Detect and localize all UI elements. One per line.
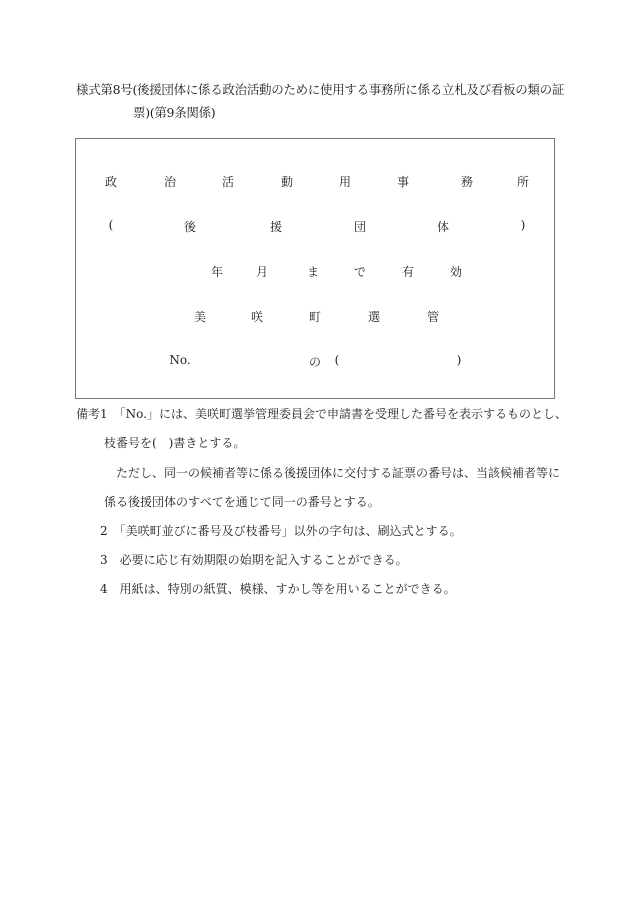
sign-frame (75, 138, 555, 399)
note-1-line3: ただし、同一の候補者等に係る後援団体に交付する証票の番号は、当該候補者等に (116, 466, 561, 480)
sign-char: 効 (449, 265, 463, 279)
sign-char: 事 (396, 175, 410, 189)
sign-row-group (76, 218, 554, 234)
sign-char: 美 (193, 310, 207, 324)
sign-row-office (76, 173, 554, 189)
sign-char: 政 (104, 175, 118, 189)
note-3: 3 必要に応じ有効期限の始期を記入することができる。 (100, 553, 408, 567)
sign-char: ま (306, 265, 320, 279)
sign-char: 体 (436, 220, 450, 234)
sign-char: 活 (221, 175, 235, 189)
number-separator: の (308, 355, 322, 369)
sign-row-issuer (76, 308, 554, 324)
sign-char: で (353, 265, 367, 279)
note-1-line1: 備考1 「No.」には、美咲町選挙管理委員会で申請書を受理した番号を表示するものとし、 (76, 407, 567, 421)
note-2: 2 「美咲町並びに番号及び枝番号」以外の字句は、刷込式とする。 (100, 524, 462, 538)
sign-char: 後 (183, 220, 197, 234)
form-title-line1: 様式第8号(後援団体に係る政治活動のために使用する事務所に係る立札及び看板の類の証 (76, 82, 565, 97)
sign-row-number (76, 353, 554, 369)
sign-char: 町 (308, 310, 322, 324)
sign-char: 援 (269, 220, 283, 234)
note-1-line2: 枝番号を( )書きとする。 (104, 436, 246, 450)
sign-char: ) (520, 218, 526, 232)
note-4: 4 用紙は、特別の紙質、模様、すかし等を用いることができる。 (100, 582, 456, 596)
sign-char: 咲 (250, 310, 264, 324)
sign-char: 動 (280, 175, 294, 189)
sign-char: 選 (367, 310, 381, 324)
sign-char: 月 (255, 265, 269, 279)
sign-char: 治 (163, 175, 177, 189)
branch-paren-close: ) (456, 353, 462, 367)
sign-char: 団 (353, 220, 367, 234)
sign-char: 務 (460, 175, 474, 189)
note-1-line4: 係る後援団体のすべてを通じて同一の番号とする。 (104, 495, 380, 509)
form-title-line2: 票)(第9条関係) (133, 105, 216, 120)
branch-paren-open: ( (334, 353, 340, 367)
sign-char: 管 (426, 310, 440, 324)
sign-char: 年 (210, 265, 224, 279)
sign-char: 有 (401, 265, 415, 279)
number-label: No. (169, 353, 191, 367)
sign-char: 用 (338, 175, 352, 189)
sign-char: ( (108, 218, 114, 232)
sign-row-validity (76, 263, 554, 279)
sign-char: 所 (516, 175, 530, 189)
